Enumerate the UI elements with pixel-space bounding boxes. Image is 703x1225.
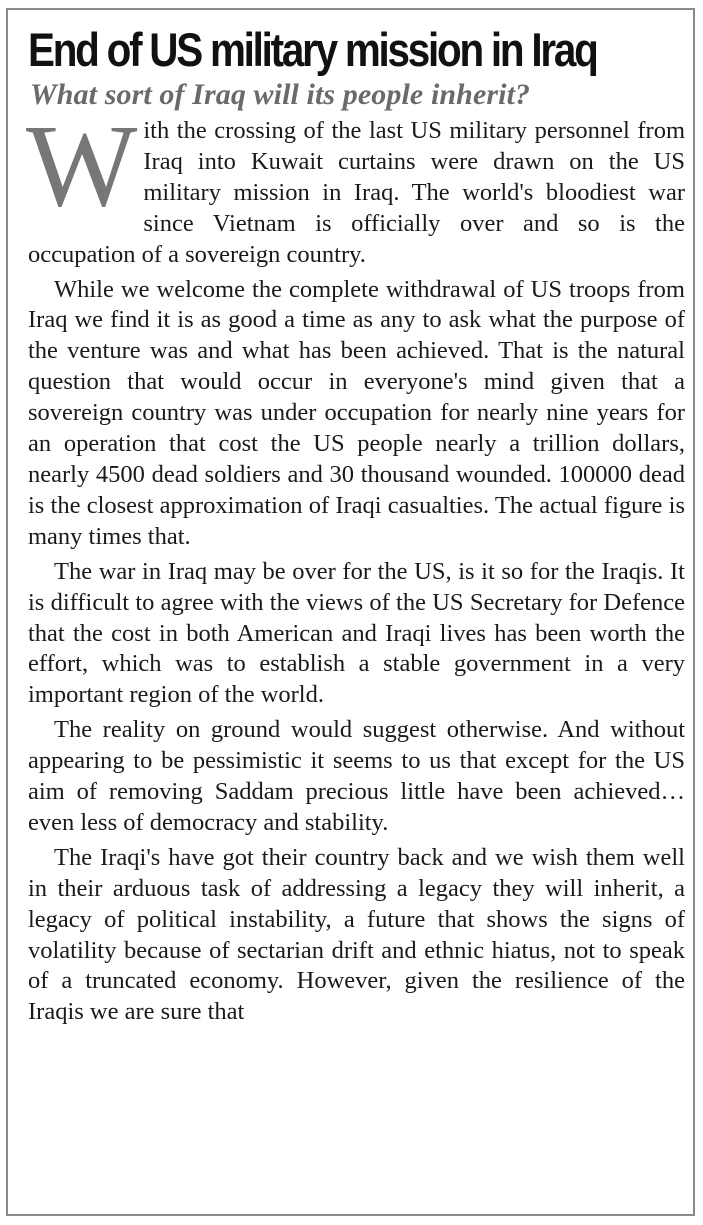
paragraph-5: The Iraqi's have got their country back and we wish them well in their arduous task of addressing a legacy they will inherit, a legacy of political instability, a future that shows the signs of volatility because of sectarian drift and ethnic hiatus, not to speak of a truncated economy. However, given the resilience of the Iraqis we are sure that	[28, 843, 685, 1026]
paragraph-3: The war in Iraq may be over for the US, is it so for the Iraqis. It is difficult to agree with the views of the US Secretary for Defence that the cost in both American and Iraqi lives has been worth the effort, which was to establish a stable government in a very important region of the world.	[28, 557, 685, 709]
paragraph-2: While we welcome the complete withdrawal of US troops from Iraq we find it is as good a time as any to ask what the purpose of the venture was and what has been achieved. That is the natural question that would occur in everyone's mind given that a sovereign country was under occupation for nearly nine years for an operation that cost the US people nearly a trillion dollars, nearly 4500 dead soldiers and 30 thousand wounded. 100000 dead is the closest approximation of Iraqi casualties. The actual figure is many times that.	[28, 275, 685, 550]
paragraph-1-text: ith the crossing of the last US military personnel from Iraq into Kuwait curtains were drawn on the US military mission in Iraq. The world's bloodiest war since Vietnam is officially over and so is the occupation of a sovereign country.	[28, 117, 685, 268]
headline: End of US military mission in Iraq	[28, 23, 597, 76]
subheadline: What sort of Iraq will its people inherit?	[30, 78, 531, 111]
article	[28, 10, 685, 1028]
drop-cap: W	[26, 100, 138, 231]
paragraph-1	[26, 100, 685, 271]
paragraph-4: The reality on ground would suggest otherwise. And without appearing to be pessimistic it seems to us that except for the US aim of removing Saddam precious little have been achieved… even less of democracy and stability.	[28, 716, 685, 836]
article-frame	[6, 8, 695, 1216]
article-body	[26, 100, 685, 1028]
